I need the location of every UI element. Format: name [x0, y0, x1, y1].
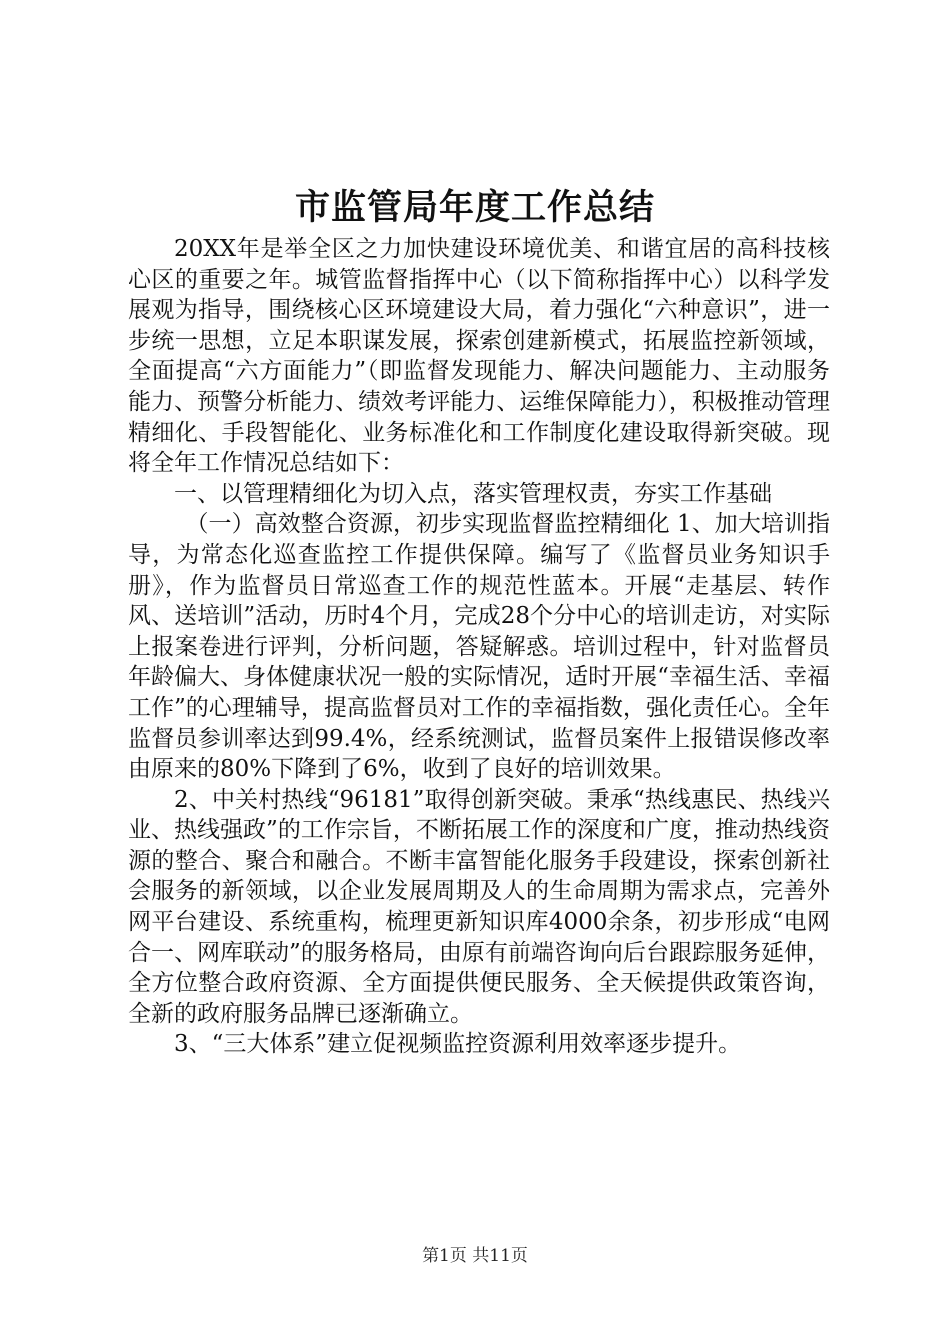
document-title: 市监管局年度工作总结 [294, 188, 655, 228]
intro-paragraph: 20XX年是举全区之力加快建设环境优美、和谐宜居的高科技核心区的重要之年。城管监督指挥中心（以下简称指挥中心）以科学发展观为指导，围绕核心区环境建设大局，着力强化“六种意识”，进一步统一思想，立足本职谋发展，探索创建新模式，拓展监控新领域，全面提高“六方面能力”（即监督发现能力、解决问题能力、主动服务能力、预警分析能力、绩效考评能力、运维保障能力），积极推动管理精细化、手段智能化、业务标准化和工作制度化建设取得新突破。现将全年工作情况总结如下： [128, 236, 830, 477]
document-body [128, 234, 830, 1060]
page-number-footer: 第1页 共11页 [422, 1246, 528, 1266]
item-paragraph-3: 3、“三大体系”建立促视频监控资源利用效率逐步提升。 [174, 1031, 742, 1058]
section-heading-1: 一、以管理精细化为切入点，落实管理权责，夯实工作基础 [174, 480, 772, 507]
item-paragraph-2: 2、中关村热线“96181”取得创新突破。秉承“热线惠民、热线兴业、热线强政”的工作宗旨，不断拓展工作的深度和广度，推动热线资源的整合、聚合和融合。不断丰富智能化服务手段建设，探索创新社会服务的新领域，以企业发展周期及人的生命周期为需求点，完善外网平台建设、系统重构，梳理更新知识库4000余条，初步形成“电网合一、网库联动”的服务格局，由原有前端咨询向后台跟踪服务延伸，全方位整合政府资源、全方面提供便民服务、全天候提供政策咨询，全新的政府服务品牌已逐渐确立。 [128, 786, 830, 1027]
subsection-paragraph-1: （一）高效整合资源，初步实现监督监控精细化 1、加大培训指导，为常态化巡查监控工作提供保障。编写了《监督员业务知识手册》，作为监督员日常巡查工作的规范性蓝本。开展“走基层、转作风、送培训”活动，历时4个月，完成28个分中心的培训走访，对实际上报案卷进行评判，分析问题，答疑解惑。培训过程中，针对监督员年龄偏大、身体健康状况一般的实际情况，适时开展“幸福生活、幸福工作”的心理辅导，提高监督员对工作的幸福指数，强化责任心。全年监督员参训率达到99.4%，经系统测试，监督员案件上报错误修改率由原来的80%下降到了6%，收到了良好的培训效果。 [128, 511, 830, 783]
